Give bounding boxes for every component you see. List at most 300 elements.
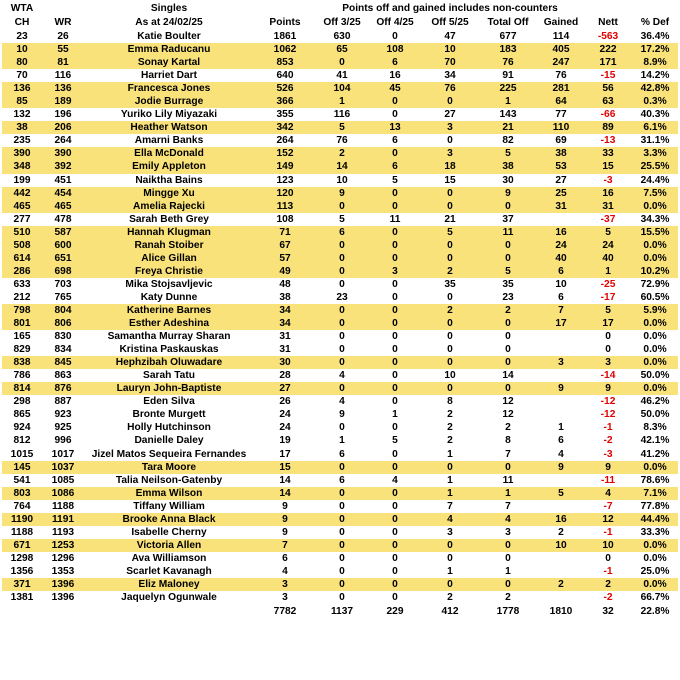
header-ch: CH — [14, 17, 30, 28]
cell-off-1: 9 — [316, 187, 368, 200]
cell-name: Ella McDonald — [84, 147, 254, 160]
cell-wr: 55 — [42, 43, 84, 56]
cell-nett: -1 — [603, 565, 613, 577]
cell-points: 67 — [254, 239, 316, 252]
cell-ch: 1190 — [2, 513, 42, 526]
cell-name: Katherine Barnes — [84, 304, 254, 317]
cell-wr: 863 — [54, 370, 72, 382]
cell-pct-def: 0.0% — [632, 539, 678, 552]
cell-nett: -12 — [600, 396, 616, 408]
cell-points: 19 — [279, 435, 291, 447]
cell-total-off: 38 — [478, 160, 538, 173]
cell-nett: -14 — [600, 370, 616, 382]
cell-ch: 199 — [13, 174, 31, 186]
cell-off-2: 0 — [392, 109, 398, 121]
cell-wr: 1085 — [51, 474, 75, 486]
cell-gained: 110 — [538, 121, 584, 134]
cell-points: 24 — [279, 422, 291, 434]
cell-points: 14 — [254, 487, 316, 500]
cell-off-1: 0 — [339, 278, 345, 290]
cell-wr: 1193 — [51, 526, 75, 538]
cell-gained: 17 — [538, 317, 584, 330]
cell-off-3: 35 — [444, 278, 456, 290]
cell-nett: 9 — [584, 461, 632, 474]
cell-pct-def: 50.0% — [640, 409, 670, 421]
cell-name: Mika Stojsavljevic — [125, 278, 213, 290]
header-as-at: As at 24/02/25 — [135, 17, 203, 28]
cell-gained: 77 — [555, 109, 567, 121]
table-row — [2, 565, 678, 578]
table-row — [2, 30, 678, 43]
cell-gained: 2 — [558, 526, 564, 538]
cell-points: 9 — [282, 500, 288, 512]
cell-ch: 1356 — [10, 565, 34, 577]
cell-gained: 9 — [538, 382, 584, 395]
table-row — [2, 239, 678, 252]
cell-points: 3 — [254, 578, 316, 591]
cell-points: 264 — [276, 135, 294, 147]
cell-off-3: 47 — [444, 31, 456, 43]
cell-off-1: 0 — [339, 331, 345, 343]
table-row — [2, 56, 678, 69]
cell-ch: 786 — [13, 370, 31, 382]
total-off-2: 229 — [386, 605, 404, 617]
table-row — [2, 226, 678, 239]
cell-total-off: 0 — [478, 382, 538, 395]
cell-total-off: 9 — [478, 187, 538, 200]
cell-wr: 1296 — [51, 552, 75, 564]
cell-off-1: 0 — [316, 487, 368, 500]
cell-pct-def: 0.3% — [632, 95, 678, 108]
cell-off-2: 0 — [368, 95, 422, 108]
cell-points: 4 — [282, 565, 288, 577]
header-off-2: Off 4/25 — [376, 17, 414, 28]
cell-off-3: 8 — [447, 396, 453, 408]
cell-total-off: 0 — [478, 252, 538, 265]
table-row — [2, 200, 678, 213]
cell-pct-def: 17.2% — [632, 43, 678, 56]
cell-nett: -2 — [603, 592, 613, 604]
cell-gained — [538, 213, 584, 226]
cell-pct-def: 0.0% — [632, 578, 678, 591]
cell-name: Jodie Burrage — [84, 95, 254, 108]
table-row — [2, 408, 678, 421]
cell-off-2: 0 — [368, 226, 422, 239]
cell-ch: 145 — [2, 461, 42, 474]
cell-wr: 830 — [54, 331, 72, 343]
cell-off-1: 6 — [339, 448, 345, 460]
cell-ch: 671 — [2, 539, 42, 552]
cell-pct-def: 15.5% — [632, 226, 678, 239]
cell-name: Hannah Klugman — [84, 226, 254, 239]
cell-off-1: 0 — [316, 239, 368, 252]
cell-wr: 196 — [54, 109, 72, 121]
cell-gained — [538, 408, 584, 421]
cell-name: Scarlet Kavanagh — [126, 565, 212, 577]
cell-wr: 454 — [42, 187, 84, 200]
cell-points: 108 — [276, 213, 294, 225]
cell-total-off: 0 — [478, 578, 538, 591]
cell-points: 14 — [279, 474, 291, 486]
table-row — [2, 134, 678, 147]
cell-off-3: 0 — [422, 539, 478, 552]
cell-points: 26 — [279, 396, 291, 408]
cell-off-1: 0 — [316, 317, 368, 330]
cell-wr: 806 — [42, 317, 84, 330]
table-row — [2, 265, 678, 278]
cell-wr: 925 — [54, 422, 72, 434]
cell-off-1: 9 — [339, 409, 345, 421]
cell-nett: 15 — [584, 160, 632, 173]
cell-pct-def: 0.0% — [643, 344, 667, 356]
cell-pct-def: 40.3% — [640, 109, 670, 121]
cell-pct-def: 0.0% — [632, 252, 678, 265]
cell-wr: 1396 — [51, 592, 75, 604]
cell-name: Eliz Maloney — [84, 578, 254, 591]
cell-pct-def: 0.0% — [632, 200, 678, 213]
cell-off-2: 0 — [392, 526, 398, 538]
cell-points: 7 — [254, 539, 316, 552]
table-row — [2, 82, 678, 95]
cell-off-3: 0 — [422, 200, 478, 213]
header-wta: WTA — [10, 3, 34, 14]
cell-ch: 764 — [13, 500, 31, 512]
cell-ch: 85 — [2, 95, 42, 108]
cell-off-3: 2 — [447, 435, 453, 447]
cell-gained: 9 — [538, 461, 584, 474]
cell-gained: 6 — [558, 435, 564, 447]
cell-pct-def: 5.9% — [632, 304, 678, 317]
cell-name: Freya Christie — [84, 265, 254, 278]
table-row — [2, 108, 678, 121]
cell-off-3: 34 — [444, 70, 456, 82]
cell-off-2: 0 — [368, 304, 422, 317]
cell-wr: 876 — [42, 382, 84, 395]
cell-total-off: 183 — [478, 43, 538, 56]
cell-nett: -1 — [603, 526, 613, 538]
cell-name: Jaquelyn Ogunwale — [121, 592, 217, 604]
cell-off-1: 14 — [316, 160, 368, 173]
header-off-1: Off 3/25 — [323, 17, 361, 28]
cell-pct-def: 42.8% — [632, 82, 678, 95]
cell-gained: 27 — [555, 174, 567, 186]
cell-nett: -12 — [600, 409, 616, 421]
cell-ch: 390 — [2, 147, 42, 160]
cell-ch: 798 — [2, 304, 42, 317]
cell-gained — [538, 343, 584, 356]
table-row — [2, 369, 678, 382]
cell-wr: 703 — [54, 278, 72, 290]
table-row — [2, 474, 678, 487]
cell-gained — [538, 500, 584, 513]
cell-off-2: 0 — [368, 578, 422, 591]
cell-off-3: 0 — [447, 552, 453, 564]
cell-total-off: 5 — [478, 265, 538, 278]
cell-off-3: 21 — [444, 213, 456, 225]
cell-total-off: 23 — [502, 291, 514, 303]
cell-off-2: 0 — [368, 513, 422, 526]
cell-off-1: 0 — [339, 552, 345, 564]
cell-nett: 12 — [584, 513, 632, 526]
cell-off-1: 0 — [316, 265, 368, 278]
header-row-2 — [2, 16, 678, 30]
cell-off-3: 1 — [447, 448, 453, 460]
cell-off-3: 5 — [422, 226, 478, 239]
cell-ch: 838 — [2, 356, 42, 369]
cell-off-2: 0 — [392, 31, 398, 43]
cell-name: Lauryn John-Baptiste — [84, 382, 254, 395]
cell-off-2: 3 — [368, 265, 422, 278]
cell-name: Emily Appleton — [84, 160, 254, 173]
cell-ch: 465 — [2, 200, 42, 213]
cell-off-2: 0 — [368, 252, 422, 265]
table-row — [2, 69, 678, 82]
cell-off-2: 0 — [368, 461, 422, 474]
cell-pct-def: 36.4% — [640, 31, 670, 43]
cell-ch: 541 — [13, 474, 31, 486]
cell-pct-def: 14.2% — [640, 70, 670, 82]
cell-off-2: 6 — [392, 135, 398, 147]
cell-nett: 0 — [605, 331, 611, 343]
cell-off-3: 0 — [422, 461, 478, 474]
cell-off-1: 6 — [316, 226, 368, 239]
cell-ch: 508 — [2, 239, 42, 252]
cell-off-2: 1 — [392, 409, 398, 421]
cell-off-1: 0 — [316, 356, 368, 369]
cell-nett: 24 — [584, 239, 632, 252]
cell-gained — [538, 474, 584, 487]
cell-gained — [538, 552, 584, 565]
table-row — [2, 356, 678, 369]
cell-nett: -3 — [603, 448, 613, 460]
cell-off-2: 0 — [392, 565, 398, 577]
cell-name: Amelia Rajecki — [84, 200, 254, 213]
cell-name: Tara Moore — [84, 461, 254, 474]
cell-name: Bronte Murgett — [132, 409, 206, 421]
cell-ch: 277 — [13, 213, 31, 225]
cell-ch: 38 — [2, 121, 42, 134]
cell-points: 6 — [282, 552, 288, 564]
cell-gained: 6 — [558, 291, 564, 303]
cell-nett: -37 — [600, 213, 616, 225]
cell-total-off: 2 — [505, 592, 511, 604]
table-row — [2, 500, 678, 513]
cell-pct-def: 7.5% — [632, 187, 678, 200]
cell-wr: 206 — [42, 121, 84, 134]
cell-nett: -25 — [600, 278, 616, 290]
cell-gained: 24 — [538, 239, 584, 252]
total-off-1: 1137 — [330, 605, 354, 617]
cell-ch: 924 — [13, 422, 31, 434]
cell-wr: 845 — [42, 356, 84, 369]
cell-pct-def: 0.0% — [632, 317, 678, 330]
table-row — [2, 252, 678, 265]
cell-off-3: 2 — [447, 422, 453, 434]
cell-pct-def: 46.2% — [640, 396, 670, 408]
cell-pct-def: 33.3% — [640, 526, 670, 538]
cell-off-2: 0 — [368, 487, 422, 500]
cell-name: Alice Gillan — [84, 252, 254, 265]
cell-off-3: 0 — [422, 356, 478, 369]
cell-name: Tiffany William — [133, 500, 205, 512]
table-row — [2, 343, 678, 356]
cell-off-1: 0 — [316, 578, 368, 591]
cell-off-2: 0 — [392, 344, 398, 356]
cell-off-2: 5 — [392, 435, 398, 447]
cell-off-3: 0 — [422, 187, 478, 200]
cell-pct-def: 0.0% — [643, 552, 667, 564]
cell-name: Kristina Paskauskas — [119, 344, 219, 356]
cell-pct-def: 8.3% — [643, 422, 667, 434]
cell-ch: 298 — [13, 396, 31, 408]
cell-off-1: 0 — [316, 56, 368, 69]
cell-total-off: 7 — [505, 448, 511, 460]
cell-wr: 834 — [54, 344, 72, 356]
cell-wr: 765 — [54, 291, 72, 303]
cell-total-off: 0 — [478, 461, 538, 474]
cell-ch: 235 — [13, 135, 31, 147]
cell-wr: 1191 — [42, 513, 84, 526]
cell-off-1: 5 — [316, 121, 368, 134]
cell-off-2: 0 — [392, 278, 398, 290]
cell-points: 152 — [254, 147, 316, 160]
cell-total-off: 0 — [478, 239, 538, 252]
cell-name: Brooke Anna Black — [84, 513, 254, 526]
cell-off-2: 0 — [368, 382, 422, 395]
cell-off-2: 0 — [368, 539, 422, 552]
cell-nett: 1 — [584, 265, 632, 278]
cell-off-3: 3 — [422, 121, 478, 134]
cell-off-3: 7 — [447, 500, 453, 512]
cell-ch: 23 — [16, 31, 28, 43]
cell-gained: 114 — [552, 31, 570, 43]
cell-pct-def: 50.0% — [640, 370, 670, 382]
cell-pct-def: 8.9% — [632, 56, 678, 69]
cell-gained: 53 — [538, 160, 584, 173]
cell-ch: 614 — [2, 252, 42, 265]
cell-off-3: 0 — [422, 317, 478, 330]
cell-wr: 600 — [42, 239, 84, 252]
cell-gained: 281 — [538, 82, 584, 95]
cell-off-2: 6 — [368, 56, 422, 69]
cell-ch: 814 — [2, 382, 42, 395]
cell-off-3: 0 — [422, 239, 478, 252]
cell-off-2: 0 — [392, 448, 398, 460]
cell-nett: 222 — [584, 43, 632, 56]
cell-nett: 10 — [584, 539, 632, 552]
cell-nett: -3 — [603, 174, 613, 186]
table-row — [2, 578, 678, 591]
cell-gained: 25 — [538, 187, 584, 200]
cell-off-3: 0 — [447, 291, 453, 303]
cell-points: 640 — [276, 70, 294, 82]
rankings-table — [2, 2, 678, 618]
cell-ch: 212 — [13, 291, 31, 303]
cell-ch: 371 — [2, 578, 42, 591]
cell-gained: 69 — [555, 135, 567, 147]
cell-nett: 89 — [584, 121, 632, 134]
cell-off-2: 108 — [368, 43, 422, 56]
cell-pct-def: 6.1% — [632, 121, 678, 134]
cell-gained: 7 — [538, 304, 584, 317]
cell-off-1: 0 — [339, 526, 345, 538]
cell-wr: 264 — [54, 135, 72, 147]
cell-off-1: 2 — [316, 147, 368, 160]
cell-wr: 390 — [42, 147, 84, 160]
cell-total-off: 76 — [478, 56, 538, 69]
cell-ch: 1298 — [10, 552, 34, 564]
cell-points: 9 — [254, 513, 316, 526]
cell-points: 1062 — [254, 43, 316, 56]
cell-off-3: 1 — [447, 565, 453, 577]
total-nett: 32 — [602, 605, 614, 617]
cell-points: 34 — [254, 317, 316, 330]
cell-pct-def: 0.0% — [632, 356, 678, 369]
cell-pct-def: 25.5% — [632, 160, 678, 173]
cell-gained: 64 — [538, 95, 584, 108]
cell-off-3: 1 — [447, 474, 453, 486]
cell-off-2: 0 — [392, 500, 398, 512]
cell-total-off: 82 — [502, 135, 514, 147]
table-row — [2, 591, 678, 604]
cell-off-3: 0 — [447, 344, 453, 356]
table-row — [2, 95, 678, 108]
cell-off-1: 0 — [316, 461, 368, 474]
cell-off-2: 0 — [392, 592, 398, 604]
cell-points: 30 — [254, 356, 316, 369]
cell-gained: 40 — [538, 252, 584, 265]
cell-off-3: 0 — [422, 382, 478, 395]
table-row — [2, 526, 678, 539]
cell-ch: 801 — [2, 317, 42, 330]
cell-off-1: 630 — [333, 31, 351, 43]
cell-gained: 6 — [538, 265, 584, 278]
cell-ch: 136 — [2, 82, 42, 95]
cell-off-2: 16 — [389, 70, 401, 82]
cell-off-3: 70 — [422, 56, 478, 69]
table-row — [2, 382, 678, 395]
cell-off-1: 6 — [339, 474, 345, 486]
header-total-off: Total Off — [487, 17, 529, 28]
cell-nett: -11 — [600, 474, 616, 486]
table-row — [2, 395, 678, 408]
cell-off-2: 0 — [392, 331, 398, 343]
cell-off-3: 76 — [422, 82, 478, 95]
cell-nett: -66 — [600, 109, 616, 121]
cell-gained — [538, 330, 584, 343]
cell-off-2: 0 — [368, 187, 422, 200]
cell-off-1: 0 — [316, 513, 368, 526]
cell-total-off: 0 — [478, 356, 538, 369]
cell-wr: 478 — [54, 213, 72, 225]
cell-points: 9 — [282, 526, 288, 538]
cell-total-off: 30 — [502, 174, 514, 186]
cell-points: 366 — [254, 95, 316, 108]
cell-points: 1861 — [273, 31, 297, 43]
cell-points: 149 — [254, 160, 316, 173]
cell-pct-def: 66.7% — [640, 592, 670, 604]
table-row — [2, 552, 678, 565]
cell-ch: 10 — [2, 43, 42, 56]
cell-off-1: 1 — [339, 435, 345, 447]
cell-total-off: 0 — [478, 317, 538, 330]
cell-off-1: 4 — [339, 396, 345, 408]
cell-total-off: 12 — [502, 396, 514, 408]
totals-row — [2, 604, 678, 618]
cell-points: 38 — [279, 291, 291, 303]
cell-total-off: 0 — [478, 539, 538, 552]
cell-off-1: 76 — [336, 135, 348, 147]
